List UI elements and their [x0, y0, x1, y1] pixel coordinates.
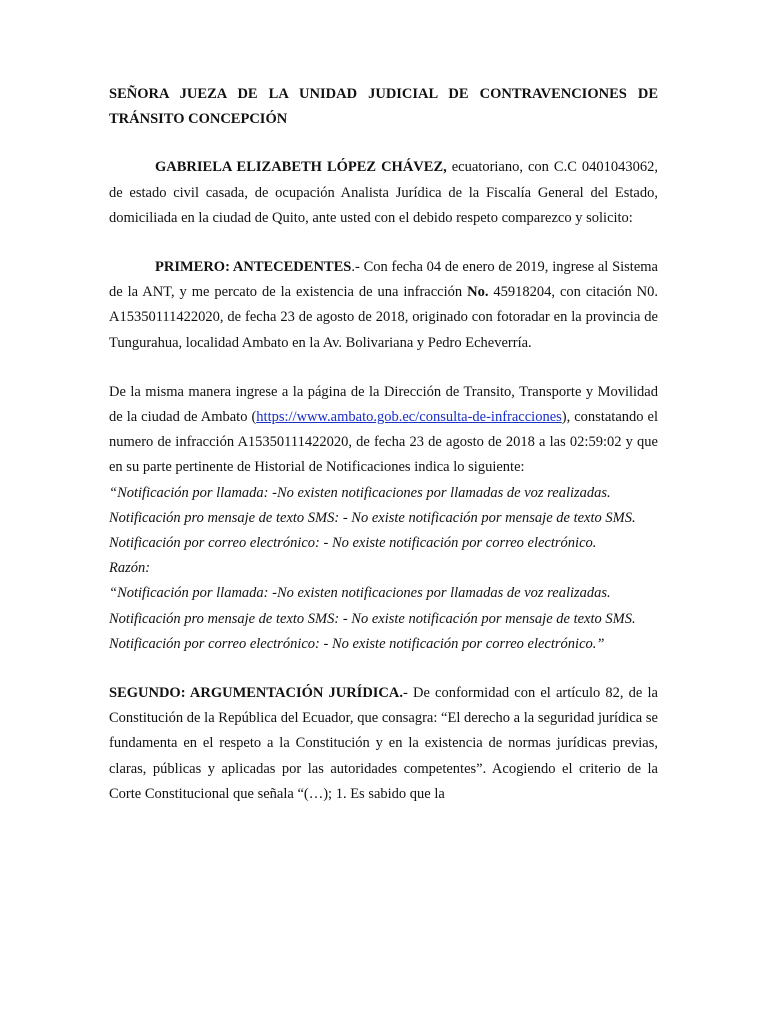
ambato-paragraph — [109, 380, 658, 481]
intro-text: ecuatoriano, con C.C 0401043062, de estado civil casada, de ocupación Analista Jurídica de la Fiscalía General del Estado, domiciliada en la ciudad de Quito, ante usted con el debido respeto comparezco y solicito: — [109, 159, 658, 226]
primero-heading: PRIMERO: ANTECEDENTES — [155, 259, 352, 276]
primero-text-1: Con fecha 04 de enero de 2019, ingrese al Sistema de la ANT, y me percato de la existencia de una infracción — [109, 259, 658, 301]
quote-line: Notificación pro mensaje de texto SMS: - No existe notificación por mensaje de texto SMS. — [109, 610, 636, 627]
quote-line: Notificación por correo electrónico: - No existe notificación por correo electrónico. — [109, 535, 597, 552]
quote-line: Notificación por correo electrónico: - No existe notificación por correo electrónico.” — [109, 635, 605, 652]
segundo-separator: - — [403, 685, 413, 702]
ambato-text-2: ), constatando el numero de infracción A15350111422020, de fecha 23 de agosto de 2018 a las 02:59:02 y que en su parte pertinente de Historial de Notificaciones indica lo siguiente: — [109, 409, 658, 476]
segundo-text: De conformidad con el artículo 82, de la Constitución de la República del Ecuador, que consagra: “El derecho a la seguridad jurídica se fundamenta en el respeto a la Constitución y en la existencia de normas jurídicas previas, claras, públicas y aplicadas por las autoridades competentes”. Acogiendo el criterio de la Corte Constitucional que señala “(…); 1. Es sabido que la — [109, 685, 658, 802]
document-title: SEÑORA JUEZA DE LA UNIDAD JUDICIAL DE CONTRAVENCIONES DE TRÁNSITO CONCEPCIÓN — [109, 86, 658, 128]
notification-history-quote — [109, 481, 658, 657]
intro-paragraph — [109, 155, 658, 231]
petitioner-name: GABRIELA ELIZABETH LÓPEZ CHÁVEZ, — [155, 159, 447, 176]
ambato-infractions-link[interactable]: https://www.ambato.gob.ec/consulta-de-infracciones — [256, 409, 562, 426]
quote-line: “Notificación por llamada: -No existen notificaciones por llamadas de voz realizadas. — [109, 484, 611, 501]
primero-text-2: 45918204, con citación N0. A15350111422020, de fecha 23 de agosto de 2018, originado con fotoradar en la provincia de Tungurahua, localidad Ambato en la Av. Bolivariana y Pedro Echeverría. — [109, 284, 658, 351]
quote-line: “Notificación por llamada: -No existen notificaciones por llamadas de voz realizadas. — [109, 585, 611, 602]
quote-line: Notificación pro mensaje de texto SMS: - No existe notificación por mensaje de texto SMS. — [109, 509, 636, 526]
infraction-number-label: No. — [467, 284, 489, 301]
ambato-text-1: De la misma manera ingrese a la página de la Dirección de Transito, Transporte y Movilidad de la ciudad de Ambato ( — [109, 383, 658, 426]
primero-paragraph — [109, 255, 658, 356]
document-body — [109, 82, 658, 807]
quote-line: Razón: — [109, 560, 151, 577]
segundo-heading: SEGUNDO: ARGUMENTACIÓN JURÍDICA. — [109, 685, 403, 702]
primero-separator: .- — [351, 259, 364, 276]
segundo-paragraph — [109, 681, 658, 807]
